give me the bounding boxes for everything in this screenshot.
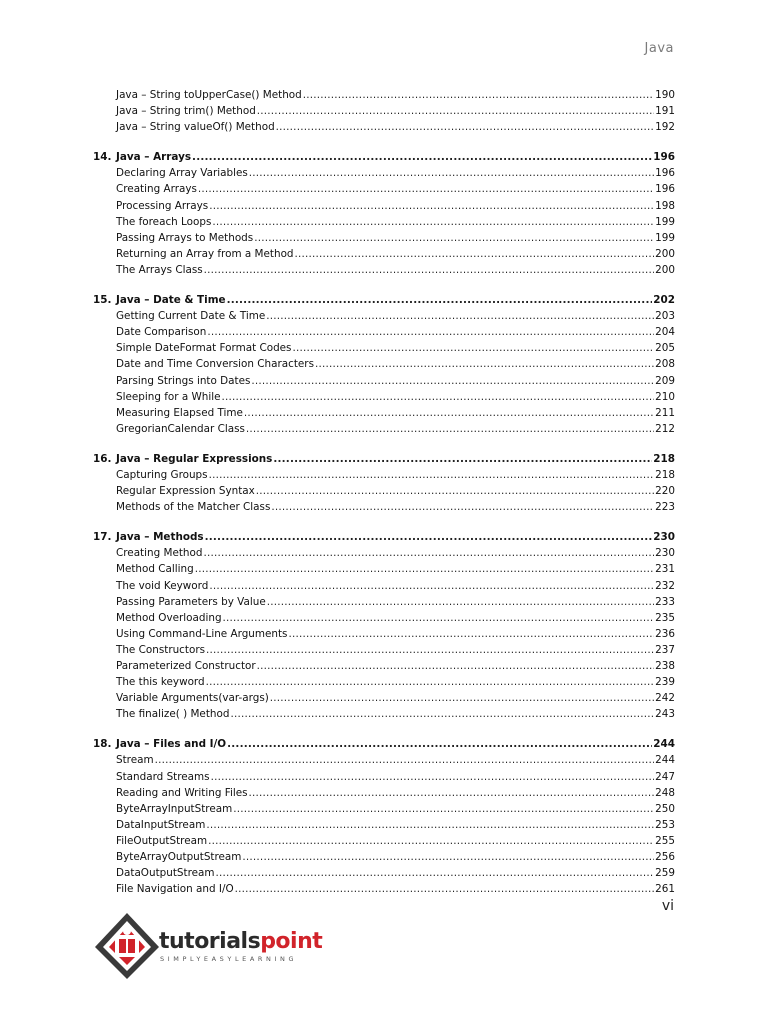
toc-entry-row[interactable] — [93, 865, 675, 881]
toc-page-number: 191 — [655, 105, 675, 118]
toc-entry-row[interactable] — [93, 308, 675, 324]
toc-entry-row[interactable] — [93, 849, 675, 865]
toc-leader-dots — [267, 594, 654, 610]
toc-entry-row[interactable] — [93, 467, 675, 483]
toc-title: Variable Arguments(var-args) — [116, 692, 269, 705]
toc-title: FileOutputStream — [116, 834, 208, 847]
toc-page-number: 239 — [655, 676, 675, 689]
toc-leader-dots — [303, 87, 654, 103]
toc-leader-dots — [246, 421, 654, 437]
toc-title: Getting Current Date & Time — [116, 310, 266, 323]
toc-leader-dots — [223, 610, 655, 626]
toc-entry-row[interactable] — [93, 499, 675, 515]
toc-title: Methods of the Matcher Class — [116, 501, 271, 514]
toc-title: Processing Arrays — [116, 199, 209, 212]
toc-entry-row[interactable] — [93, 181, 675, 197]
toc-entry-row[interactable] — [93, 658, 675, 674]
toc-entry-row[interactable] — [93, 87, 675, 103]
toc-entry-row[interactable] — [93, 785, 675, 801]
toc-title: ByteArrayOutputStream — [116, 851, 242, 864]
toc-title: Stream — [116, 754, 154, 767]
toc-leader-dots — [205, 529, 653, 545]
toc-leader-dots — [206, 674, 655, 690]
toc-entry-row[interactable] — [93, 356, 675, 372]
toc-page-number: 231 — [655, 563, 675, 576]
toc-page-number: 196 — [655, 183, 675, 196]
toc-entry-row[interactable] — [93, 421, 675, 437]
toc-page-number: 203 — [655, 310, 675, 323]
toc-page-number: 238 — [655, 660, 675, 672]
toc-gap — [93, 278, 675, 292]
toc-chapter-number: 17. — [93, 531, 112, 544]
toc-leader-dots — [249, 165, 654, 181]
toc-leader-dots — [254, 230, 654, 246]
toc-leader-dots — [270, 690, 654, 706]
toc-page-number: 230 — [653, 531, 675, 544]
toc-title: Regular Expression Syntax — [116, 485, 255, 498]
toc-leader-dots — [266, 308, 654, 324]
toc-title: Using Command-Line Arguments — [116, 627, 288, 640]
toc-title: Java – String valueOf() Method — [116, 121, 275, 134]
toc-page-number: 237 — [655, 643, 675, 656]
toc-leader-dots — [192, 149, 652, 165]
toc-title: Declaring Array Variables — [116, 167, 248, 180]
toc-page-number: 212 — [655, 422, 675, 435]
toc-leader-dots — [207, 324, 654, 340]
toc-title: Parameterized Constructor — [116, 660, 256, 672]
toc-page-number: 204 — [655, 326, 675, 339]
toc-title: DataOutputStream — [116, 867, 215, 880]
toc-entry-row[interactable] — [93, 881, 675, 897]
toc-title: Java – Date & Time — [116, 294, 226, 307]
toc-entry-row[interactable] — [93, 389, 675, 405]
toc-title: Method Overloading — [116, 611, 222, 624]
toc-page-number: 255 — [655, 834, 675, 847]
page-number: vi — [661, 898, 674, 914]
toc-title: Capturing Groups — [116, 468, 208, 481]
toc-leader-dots — [227, 292, 653, 308]
toc-leader-dots — [233, 801, 654, 817]
toc-entry-row[interactable] — [93, 230, 675, 246]
toc-entry-row[interactable] — [93, 103, 675, 119]
toc-entry-row[interactable] — [93, 214, 675, 230]
toc-title: Passing Parameters by Value — [116, 595, 266, 608]
toc-entry-row[interactable] — [93, 373, 675, 389]
toc-gap — [93, 135, 675, 149]
toc-entry-row[interactable] — [93, 769, 675, 785]
toc-leader-dots — [235, 881, 655, 897]
toc-leader-dots — [206, 817, 654, 833]
toc-entry-row[interactable] — [93, 405, 675, 421]
table-of-contents — [93, 87, 675, 897]
toc-entry-row[interactable] — [93, 545, 675, 561]
toc-page-number: 247 — [655, 770, 675, 783]
toc-entry-row[interactable] — [93, 340, 675, 356]
toc-leader-dots — [155, 752, 655, 768]
toc-entry-row[interactable] — [93, 198, 675, 214]
toc-entry-row[interactable] — [93, 246, 675, 262]
logo-wordmark — [159, 929, 322, 954]
toc-title: The this keyword — [116, 676, 205, 689]
toc-page-number: 261 — [655, 883, 675, 896]
toc-chapter-row[interactable] — [93, 149, 675, 165]
toc-page-number: 243 — [655, 708, 675, 721]
toc-title: Date Comparison — [116, 326, 207, 339]
toc-title: Creating Method — [116, 547, 203, 560]
toc-entry-row[interactable] — [93, 610, 675, 626]
toc-page-number: 205 — [655, 342, 675, 355]
toc-page-number: 244 — [655, 754, 675, 767]
toc-page-number: 244 — [653, 738, 675, 751]
toc-chapter-row[interactable] — [93, 736, 675, 752]
toc-page-number: 230 — [655, 547, 675, 560]
toc-entry-row[interactable] — [93, 817, 675, 833]
toc-leader-dots — [204, 262, 654, 278]
logo-name-part1: tutorials — [159, 929, 261, 954]
toc-entry-row[interactable] — [93, 752, 675, 768]
toc-title: GregorianCalendar Class — [116, 422, 245, 435]
toc-page-number: 202 — [653, 294, 675, 307]
toc-page-number: 232 — [655, 579, 675, 592]
toc-title: The Constructors — [116, 643, 206, 656]
toc-page-number: 196 — [653, 151, 675, 164]
toc-page-number: 200 — [655, 263, 675, 276]
logo-tagline: SIMPLYEASYLEARNING — [160, 955, 298, 963]
toc-chapter-number: 16. — [93, 452, 112, 465]
toc-title: Java – String trim() Method — [116, 105, 256, 118]
toc-leader-dots — [211, 769, 655, 785]
toc-entry-row[interactable] — [93, 119, 675, 135]
toc-leader-dots — [242, 849, 654, 865]
toc-page-number: 209 — [655, 374, 675, 387]
toc-page-number: 253 — [655, 818, 675, 831]
toc-leader-dots — [216, 865, 655, 881]
tutorialspoint-logo — [93, 911, 338, 981]
toc-title: Returning an Array from a Method — [116, 247, 294, 260]
toc-page-number: 198 — [655, 199, 675, 212]
toc-title: The finalize( ) Method — [116, 708, 230, 721]
toc-title: Passing Arrays to Methods — [116, 231, 254, 244]
toc-leader-dots — [251, 373, 654, 389]
toc-leader-dots — [315, 356, 654, 372]
toc-page-number: 236 — [655, 627, 675, 640]
toc-page-number: 250 — [655, 802, 675, 815]
toc-gap — [93, 515, 675, 529]
running-header: Java — [644, 41, 674, 56]
toc-title: Measuring Elapsed Time — [116, 406, 243, 419]
toc-leader-dots — [230, 706, 654, 722]
toc-entry-row[interactable] — [93, 706, 675, 722]
toc-entry-row[interactable] — [93, 262, 675, 278]
toc-leader-dots — [206, 642, 654, 658]
toc-title: Standard Streams — [116, 770, 210, 783]
toc-leader-dots — [209, 467, 655, 483]
toc-chapter-row[interactable] — [93, 451, 675, 467]
toc-title: The foreach Loops — [116, 215, 212, 228]
toc-page-number: 192 — [655, 121, 675, 134]
toc-page-number: 256 — [655, 851, 675, 864]
toc-page-number: 223 — [655, 501, 675, 514]
toc-title: The Arrays Class — [116, 263, 203, 276]
toc-page-number: 259 — [655, 867, 675, 880]
toc-title: Java – String toUpperCase() Method — [116, 89, 302, 101]
toc-gap — [93, 437, 675, 451]
toc-page-number: 235 — [655, 611, 675, 624]
toc-leader-dots — [288, 626, 654, 642]
toc-title: Java – Methods — [116, 531, 204, 544]
toc-title: Java – Arrays — [116, 151, 192, 164]
toc-entry-row[interactable] — [93, 642, 675, 658]
toc-chapter-row[interactable] — [93, 292, 675, 308]
toc-page-number: 196 — [655, 167, 675, 180]
toc-title: Java – Regular Expressions — [116, 452, 273, 465]
toc-title: The void Keyword — [116, 579, 209, 592]
toc-page-number: 211 — [655, 406, 675, 419]
toc-leader-dots — [227, 736, 652, 752]
toc-entry-row[interactable] — [93, 801, 675, 817]
toc-page-number: 220 — [655, 485, 675, 498]
toc-title: Method Calling — [116, 563, 194, 576]
toc-title: Reading and Writing Files — [116, 786, 248, 799]
toc-title: File Navigation and I/O — [116, 883, 234, 896]
toc-leader-dots — [203, 545, 654, 561]
toc-chapter-row[interactable] — [93, 529, 675, 545]
toc-chapter-number: 14. — [93, 151, 112, 164]
toc-entry-row[interactable] — [93, 561, 675, 577]
toc-title: Java – Files and I/O — [116, 738, 227, 751]
toc-entry-row[interactable] — [93, 483, 675, 499]
toc-entry-row[interactable] — [93, 674, 675, 690]
toc-leader-dots — [257, 103, 654, 119]
toc-leader-dots — [257, 658, 655, 674]
toc-leader-dots — [276, 119, 654, 135]
logo-diamond-icon — [93, 911, 161, 981]
toc-leader-dots — [222, 389, 655, 405]
toc-leader-dots — [256, 483, 654, 499]
toc-page-number: 199 — [655, 231, 675, 244]
toc-title: Simple DateFormat Format Codes — [116, 342, 292, 355]
toc-page-number: 208 — [655, 358, 675, 371]
toc-leader-dots — [292, 340, 654, 356]
toc-title: DataInputStream — [116, 818, 206, 831]
toc-page-number: 218 — [653, 452, 675, 465]
toc-gap — [93, 722, 675, 736]
toc-leader-dots — [198, 181, 654, 197]
toc-page-number: 218 — [655, 468, 675, 481]
toc-page-number: 190 — [655, 89, 675, 101]
toc-entry-row[interactable] — [93, 626, 675, 642]
toc-chapter-number: 15. — [93, 294, 112, 307]
toc-title: Creating Arrays — [116, 183, 197, 196]
toc-entry-row[interactable] — [93, 324, 675, 340]
toc-entry-row[interactable] — [93, 165, 675, 181]
toc-title: ByteArrayInputStream — [116, 802, 233, 815]
toc-page-number: 248 — [655, 786, 675, 799]
toc-page-number: 200 — [655, 247, 675, 260]
toc-page-number: 199 — [655, 215, 675, 228]
toc-entry-row[interactable] — [93, 690, 675, 706]
toc-leader-dots — [195, 561, 654, 577]
toc-page-number: 242 — [655, 692, 675, 705]
toc-leader-dots — [249, 785, 655, 801]
toc-leader-dots — [273, 451, 652, 467]
toc-title: Date and Time Conversion Characters — [116, 358, 314, 371]
toc-title: Parsing Strings into Dates — [116, 374, 251, 387]
toc-leader-dots — [212, 214, 654, 230]
toc-title: Sleeping for a While — [116, 390, 221, 403]
toc-page-number: 233 — [655, 595, 675, 608]
toc-leader-dots — [271, 499, 654, 515]
toc-leader-dots — [208, 833, 654, 849]
logo-name-part2: point — [260, 929, 323, 954]
toc-entry-row[interactable] — [93, 833, 675, 849]
toc-leader-dots — [209, 578, 654, 594]
toc-entry-row[interactable] — [93, 594, 675, 610]
toc-leader-dots — [244, 405, 654, 421]
toc-leader-dots — [295, 246, 655, 262]
toc-entry-row[interactable] — [93, 578, 675, 594]
toc-page-number: 210 — [655, 390, 675, 403]
toc-chapter-number: 18. — [93, 738, 112, 751]
toc-leader-dots — [209, 198, 654, 214]
